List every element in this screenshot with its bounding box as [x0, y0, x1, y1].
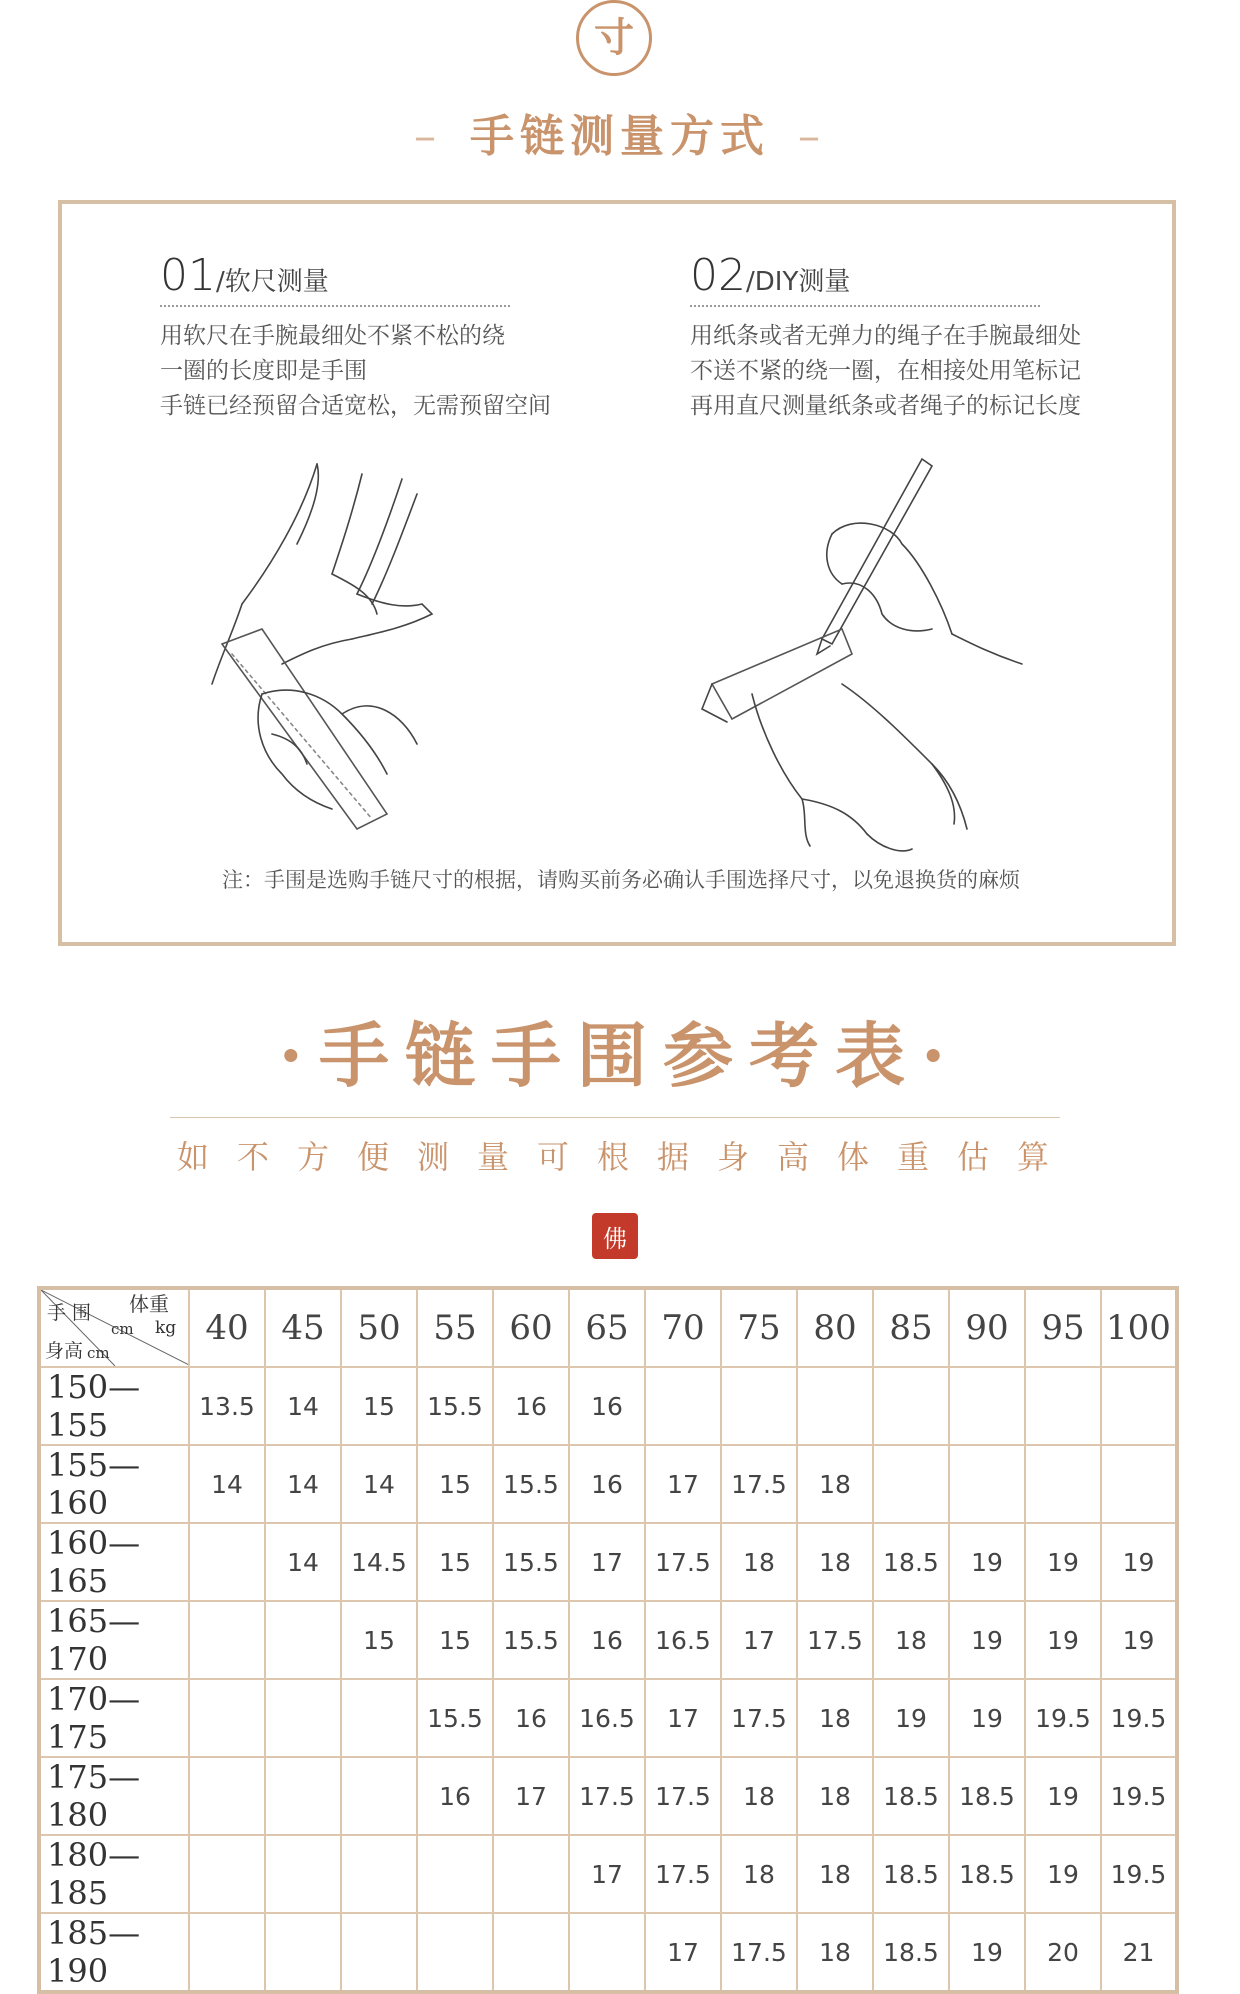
wrist-size-cell: 19.5 — [1025, 1679, 1101, 1757]
wrist-size-cell: 19 — [1025, 1523, 1101, 1601]
method-line: 用软尺在手腕最细处不紧不松的绕 — [160, 323, 505, 349]
weight-header-cell: 65 — [569, 1288, 645, 1367]
wrist-size-cell — [645, 1367, 721, 1445]
wrist-size-cell: 17.5 — [721, 1913, 797, 1992]
wrist-size-cell — [265, 1913, 341, 1992]
wrist-size-cell: 17 — [645, 1445, 721, 1523]
method-name: /软尺测量 — [216, 267, 329, 297]
wrist-size-cell: 21 — [1101, 1913, 1177, 1992]
height-range-cell: 160—165 — [39, 1523, 189, 1601]
weight-header-cell: 100 — [1101, 1288, 1177, 1367]
wrist-size-cell: 18 — [797, 1523, 873, 1601]
table-row — [39, 1835, 1177, 1913]
corner-kg-unit: kg — [155, 1318, 177, 1338]
table-row — [39, 1679, 1177, 1757]
logo-char: 寸 — [594, 14, 634, 61]
corner-cm-unit-mid: cm — [111, 1320, 134, 1338]
wrist-size-cell — [265, 1835, 341, 1913]
wrist-size-cell: 13.5 — [189, 1367, 265, 1445]
weight-header-cell: 55 — [417, 1288, 493, 1367]
table-row — [39, 1601, 1177, 1679]
method-heading — [690, 250, 1040, 307]
wrist-size-cell: 16 — [417, 1757, 493, 1835]
wrist-size-cell — [417, 1835, 493, 1913]
weight-header-cell: 90 — [949, 1288, 1025, 1367]
wrist-size-cell: 14.5 — [341, 1523, 417, 1601]
wrist-size-cell: 17 — [721, 1601, 797, 1679]
wrist-size-cell — [417, 1913, 493, 1992]
method-line: 不送不紧的绕一圈，在相接处用笔标记 — [690, 358, 1081, 384]
wrist-size-cell — [873, 1445, 949, 1523]
height-range-cell: 180—185 — [39, 1835, 189, 1913]
method-description — [690, 319, 1210, 424]
wrist-size-cell: 19.5 — [1101, 1835, 1177, 1913]
wrist-size-cell — [797, 1367, 873, 1445]
wrist-size-cell: 15.5 — [417, 1679, 493, 1757]
wrist-size-cell: 18.5 — [873, 1757, 949, 1835]
wrist-size-cell: 19 — [873, 1679, 949, 1757]
wrist-size-cell: 15.5 — [417, 1367, 493, 1445]
wrist-size-cell: 15 — [341, 1367, 417, 1445]
method-number: 02 — [690, 250, 746, 301]
wrist-size-cell: 17 — [493, 1757, 569, 1835]
weight-header-cell: 70 — [645, 1288, 721, 1367]
weight-header-cell: 40 — [189, 1288, 265, 1367]
height-range-cell: 185—190 — [39, 1913, 189, 1992]
section-title-measure — [0, 100, 1240, 164]
wrist-size-cell — [189, 1835, 265, 1913]
size-chart-subtitle: 如不方便测量可根据身高体重估算 — [176, 1138, 1077, 1176]
brand-logo — [576, 0, 652, 76]
table-row — [39, 1367, 1177, 1445]
wrist-size-cell: 17.5 — [645, 1835, 721, 1913]
wrist-size-cell: 15 — [341, 1601, 417, 1679]
height-range-cell: 170—175 — [39, 1679, 189, 1757]
wrist-size-cell: 14 — [265, 1523, 341, 1601]
wrist-size-cell — [341, 1913, 417, 1992]
wrist-size-cell: 18 — [721, 1523, 797, 1601]
wrist-size-cell: 15.5 — [493, 1445, 569, 1523]
wrist-size-cell: 19 — [1025, 1601, 1101, 1679]
measurement-box — [58, 200, 1176, 946]
weight-header-cell: 60 — [493, 1288, 569, 1367]
wrist-size-cell: 16 — [569, 1601, 645, 1679]
wrist-size-cell — [873, 1367, 949, 1445]
wrist-size-cell: 18 — [721, 1835, 797, 1913]
wrist-size-cell: 17.5 — [797, 1601, 873, 1679]
wrist-size-cell: 19.5 — [1101, 1757, 1177, 1835]
height-range-cell: 150—155 — [39, 1367, 189, 1445]
method-soft-ruler — [160, 250, 680, 424]
method-line: 手链已经预留合适宽松，无需预留空间 — [160, 393, 551, 419]
wrist-size-cell: 18.5 — [949, 1835, 1025, 1913]
wrist-size-cell: 17.5 — [645, 1523, 721, 1601]
wrist-size-cell: 16 — [569, 1367, 645, 1445]
table-row — [39, 1523, 1177, 1601]
wrist-size-cell: 17 — [645, 1679, 721, 1757]
wrist-size-cell: 19.5 — [1101, 1679, 1177, 1757]
wrist-size-cell: 16 — [569, 1445, 645, 1523]
table-row — [39, 1445, 1177, 1523]
wrist-size-cell: 17.5 — [721, 1679, 797, 1757]
wrist-size-cell: 18 — [721, 1757, 797, 1835]
wrist-size-cell: 18.5 — [949, 1757, 1025, 1835]
wrist-size-cell: 17.5 — [645, 1757, 721, 1835]
wrist-size-cell: 18 — [873, 1601, 949, 1679]
title-dash-left: – — [414, 111, 442, 162]
wrist-size-cell: 19 — [949, 1601, 1025, 1679]
wrist-size-cell: 17 — [569, 1835, 645, 1913]
table-body — [39, 1367, 1177, 1992]
wrist-size-cell: 14 — [189, 1445, 265, 1523]
wrist-size-table — [37, 1286, 1179, 1994]
wrist-size-cell — [265, 1679, 341, 1757]
weight-header-cell: 50 — [341, 1288, 417, 1367]
table-corner-cell — [39, 1288, 189, 1367]
wrist-size-cell: 18.5 — [873, 1913, 949, 1992]
wrist-size-cell: 15 — [417, 1601, 493, 1679]
wrist-size-cell: 17 — [569, 1523, 645, 1601]
wrist-size-cell: 16 — [493, 1367, 569, 1445]
wrist-size-cell — [341, 1679, 417, 1757]
method-number: 01 — [160, 250, 216, 301]
corner-cm-unit-bottom: cm — [87, 1344, 110, 1362]
corner-height-label: 身高 — [45, 1340, 84, 1362]
weight-header-cell: 45 — [265, 1288, 341, 1367]
red-seal-stamp: 佛 — [592, 1213, 638, 1259]
wrist-size-cell: 17.5 — [569, 1757, 645, 1835]
wrist-size-cell — [189, 1601, 265, 1679]
wrist-size-cell: 15.5 — [493, 1601, 569, 1679]
wrist-size-cell — [1101, 1445, 1177, 1523]
wrist-size-cell: 20 — [1025, 1913, 1101, 1992]
wrist-size-cell — [189, 1523, 265, 1601]
weight-header-cell: 85 — [873, 1288, 949, 1367]
weight-header-cell: 95 — [1025, 1288, 1101, 1367]
wrist-size-cell: 16 — [493, 1679, 569, 1757]
height-range-cell: 165—170 — [39, 1601, 189, 1679]
table-row — [39, 1757, 1177, 1835]
title-dash-right: – — [798, 111, 826, 162]
height-range-cell: 155—160 — [39, 1445, 189, 1523]
size-chart-title: ·手链手围参考表· — [278, 1014, 962, 1097]
wrist-size-cell — [341, 1835, 417, 1913]
corner-wrist-label: 手 围 — [47, 1302, 92, 1324]
wrist-size-cell: 19 — [1025, 1835, 1101, 1913]
wrist-size-cell — [493, 1835, 569, 1913]
wrist-size-cell: 18 — [797, 1679, 873, 1757]
wrist-size-cell: 18 — [797, 1913, 873, 1992]
wrist-size-cell: 18.5 — [873, 1835, 949, 1913]
wrist-size-cell: 19 — [949, 1913, 1025, 1992]
wrist-size-cell: 17.5 — [721, 1445, 797, 1523]
wrist-size-cell: 18 — [797, 1445, 873, 1523]
method-diy — [690, 250, 1210, 424]
height-range-cell: 175—180 — [39, 1757, 189, 1835]
wrist-size-cell: 18 — [797, 1757, 873, 1835]
wrist-size-cell: 15 — [417, 1445, 493, 1523]
wrist-size-cell: 14 — [265, 1445, 341, 1523]
wrist-size-cell — [1025, 1445, 1101, 1523]
wrist-size-cell — [569, 1913, 645, 1992]
wrist-size-cell — [721, 1367, 797, 1445]
soft-ruler-hand-illustration — [202, 454, 502, 864]
measure-title-text: 手链测量方式 — [470, 111, 770, 162]
wrist-size-cell — [493, 1913, 569, 1992]
wrist-size-cell: 19 — [1101, 1523, 1177, 1601]
table-row — [39, 1913, 1177, 1992]
weight-header-cell: 75 — [721, 1288, 797, 1367]
method-line: 再用直尺测量纸条或者绳子的标记长度 — [690, 393, 1081, 419]
method-line: 用纸条或者无弹力的绳子在手腕最细处 — [690, 323, 1081, 349]
corner-weight-label: 体重 — [129, 1292, 169, 1316]
wrist-size-cell — [949, 1367, 1025, 1445]
wrist-size-cell: 19 — [949, 1679, 1025, 1757]
wrist-size-cell — [189, 1679, 265, 1757]
wrist-size-cell: 19 — [949, 1523, 1025, 1601]
measure-note: 注：手围是选购手链尺寸的根据，请购买前务必确认手围选择尺寸，以免退换货的麻烦 — [222, 868, 1020, 892]
wrist-size-cell — [1025, 1367, 1101, 1445]
table-header-row — [39, 1288, 1177, 1367]
wrist-size-cell: 18 — [797, 1835, 873, 1913]
wrist-size-cell: 17 — [645, 1913, 721, 1992]
method-line: 一圈的长度即是手围 — [160, 358, 367, 384]
wrist-size-cell: 16.5 — [569, 1679, 645, 1757]
wrist-size-cell: 19 — [1025, 1757, 1101, 1835]
wrist-size-cell — [949, 1445, 1025, 1523]
wrist-size-cell: 15.5 — [493, 1523, 569, 1601]
method-description — [160, 319, 680, 424]
wrist-size-cell: 16.5 — [645, 1601, 721, 1679]
wrist-size-cell — [341, 1757, 417, 1835]
method-name: /DIY测量 — [746, 267, 851, 297]
diy-paper-strip-illustration — [692, 454, 1062, 864]
wrist-size-cell — [265, 1757, 341, 1835]
wrist-size-cell: 14 — [265, 1367, 341, 1445]
wrist-size-cell — [265, 1601, 341, 1679]
wrist-size-cell — [189, 1913, 265, 1992]
wrist-size-cell: 18.5 — [873, 1523, 949, 1601]
wrist-size-cell: 15 — [417, 1523, 493, 1601]
method-heading — [160, 250, 510, 307]
wrist-size-cell: 19 — [1101, 1601, 1177, 1679]
wrist-size-cell — [189, 1757, 265, 1835]
title-divider — [170, 1117, 1060, 1118]
wrist-size-cell — [1101, 1367, 1177, 1445]
wrist-size-cell: 14 — [341, 1445, 417, 1523]
weight-header-cell: 80 — [797, 1288, 873, 1367]
